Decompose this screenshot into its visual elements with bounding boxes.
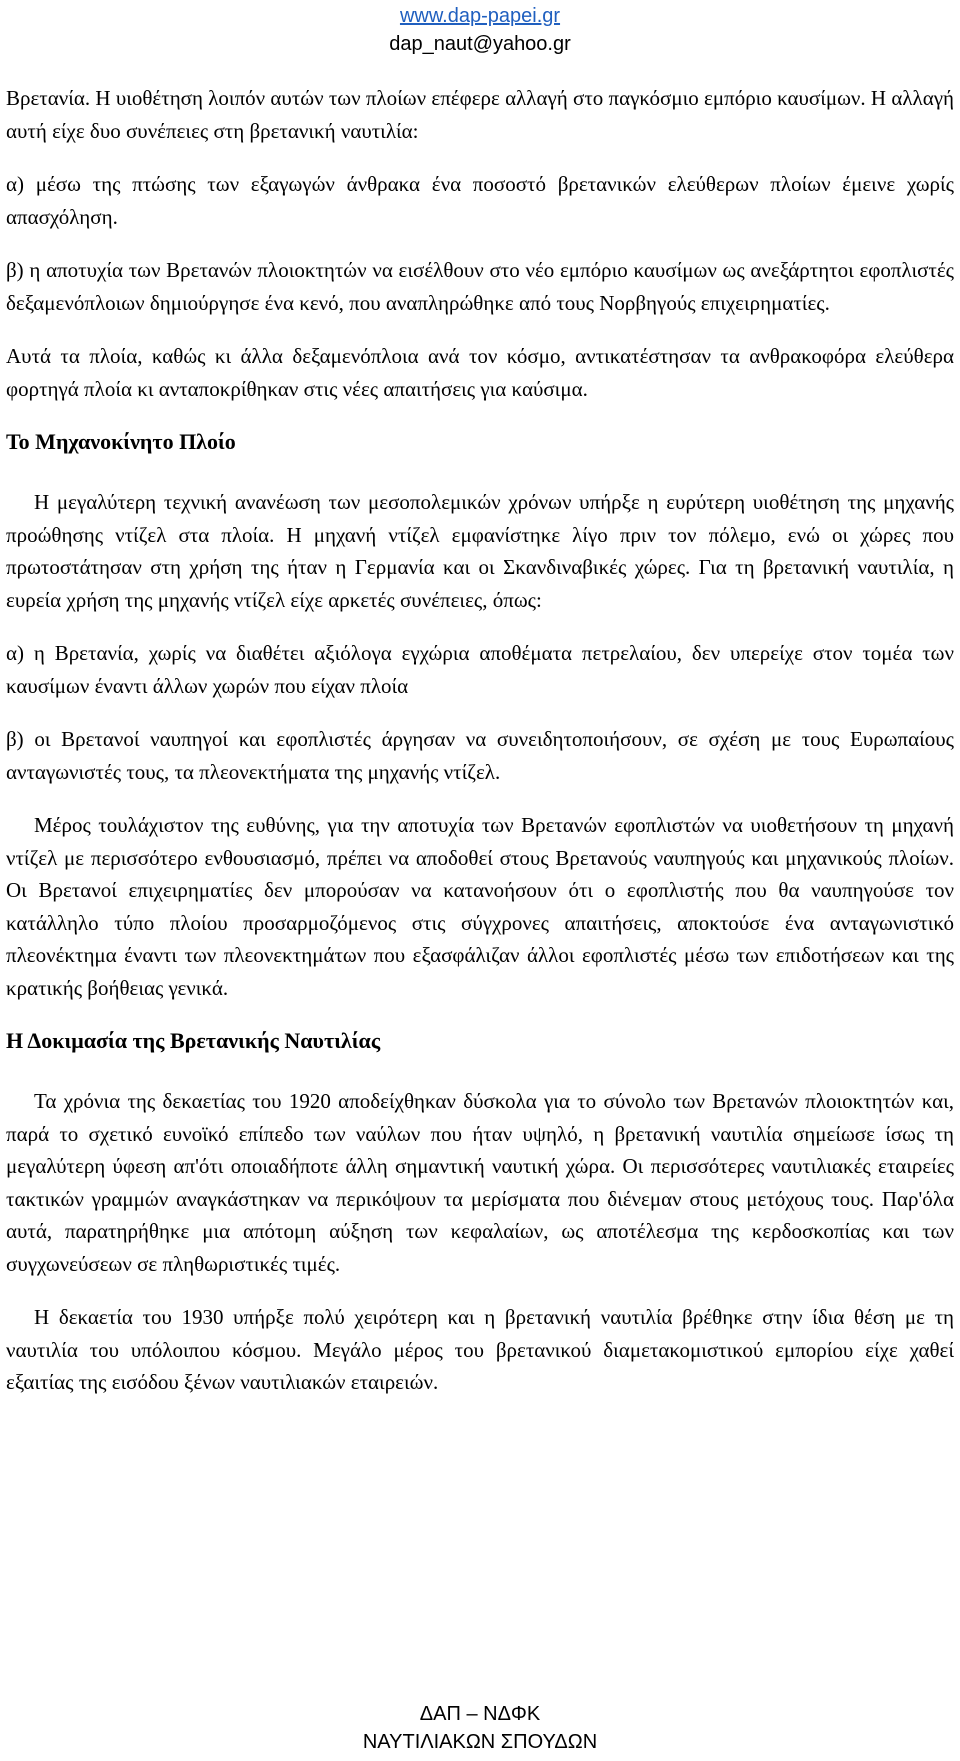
paragraph: α) η Βρετανία, χωρίς να διαθέτει αξιόλογα εγχώρια αποθέματα πετρελαίου, δεν υπερείχε στον τομέα των καυσίμων έναντι άλλων χωρών που είχαν πλοία bbox=[6, 641, 954, 698]
paragraph: Αυτά τα πλοία, καθώς κι άλλα δεξαμενόπλοια ανά τον κόσμο, αντικατέστησαν τα ανθρακοφόρα ελεύθερα φορτηγά πλοία κι ανταποκρίθηκαν στις νέες απαιτήσεις για καύσιμα. bbox=[6, 344, 954, 401]
paragraph: β) οι Βρετανοί ναυπηγοί και εφοπλιστές άργησαν να συνειδητοποιήσουν, σε σχέση με τους Ευρωπαίους ανταγωνιστές τους, τα πλεονεκτήματα της μηχανής ντίζελ. bbox=[6, 727, 954, 784]
paragraph: α) μέσω της πτώσης των εξαγωγών άνθρακα ένα ποσοστό βρετανικών ελεύθερων πλοίων έμεινε χωρίς απασχόληση. bbox=[6, 172, 954, 229]
footer-line-2: ΝΑΥΤΙΛΙΑΚΩΝ ΣΠΟΥΔΩΝ bbox=[362, 1731, 598, 1753]
document-body bbox=[6, 82, 954, 1420]
section-heading-motor-ship: Το Μηχανοκίνητο Πλοίο bbox=[6, 429, 236, 454]
website-link[interactable]: www.dap-papei.gr bbox=[399, 5, 561, 27]
paragraph: β) η αποτυχία των Βρετανών πλοιοκτητών να εισέλθουν στο νέο εμπόριο καυσίμων ως ανεξάρτητοι εφοπλιστές δεξαμενόπλοιων δημιούργησε ένα κενό, που αναπληρώθηκε από τους Νορβηγούς επιχειρηματίες. bbox=[6, 258, 954, 315]
footer-line-1: ΔΑΠ – ΝΔΦΚ bbox=[419, 1703, 541, 1725]
paragraph: Η μεγαλύτερη τεχνική ανανέωση των μεσοπολεμικών χρόνων υπήρξε η ευρύτερη υιοθέτηση της μηχανής προώθησης ντίζελ στα πλοία. Η μηχανή ντίζελ εμφανίστηκε λίγο πριν τον πόλεμο, ενώ οι χώρες που πρωτοστάτησαν στη χρήση της ήταν η Γερμανία και οι Σκανδιναβικές χώρες. Για τη βρετανική ναυτιλία, η ευρεία χρήση της μηχανής ντίζελ είχε αρκετές συνέπειες, όπως: bbox=[6, 490, 954, 612]
section-heading-british-shipping-trial: Η Δοκιμασία της Βρετανικής Ναυτιλίας bbox=[6, 1028, 381, 1053]
paragraph: Τα χρόνια της δεκαετίας του 1920 αποδείχθηκαν δύσκολα για το σύνολο των Βρετανών πλοιοκτητών και, παρά το σχετικό ευνοϊκό επίπεδο των ναύλων που ήταν υψηλό, η βρετανική ναυτιλία σημείωσε ίσως τη μεγαλύτερη ύφεση απ'ότι οποιαδήποτε άλλη σημαντική ναυτική χώρα. Οι περισσότερες ναυτιλιακές εταιρείες τακτικών γραμμών αναγκάστηκαν να περικόψουν τα μερίσματα που διένεμαν στους μετόχους τους. Παρ'όλα αυτά, παρατηρήθηκε μια απότομη αύξηση των κεφαλαίων, ως αποτέλεσμα της κερδοσκοπίας και των συγχωνεύσεων σε πληθωριστικές τιμές. bbox=[6, 1089, 954, 1276]
email-text: dap_naut@yahoo.gr bbox=[389, 33, 571, 55]
paragraph: Μέρος τουλάχιστον της ευθύνης, για την αποτυχία των Βρετανών εφοπλιστών να υιοθετήσουν τη μηχανή ντίζελ με περισσότερο ενθουσιασμό, πρέπει να αποδοθεί στους Βρετανούς ναυπηγούς και μηχανικούς πλοίων. Οι Βρετανοί επιχειρηματίες δεν μπορούσαν να κατανοήσουν ότι ο εφοπλιστής που θα ναυπηγούσε τον κατάλληλο τύπο πλοίου προσαρμοζόμενος στις σύγχρονες απαιτήσεις, αποκτούσε ένα ανταγωνιστικό πλεονέκτημα έναντι των πλεονεκτημάτων που εξασφάλιζαν άλλοι εφοπλιστές μέσω των επιδοτήσεων και της κρατικής βοήθειας γενικά. bbox=[6, 813, 954, 1000]
paragraph: Βρετανία. Η υιοθέτηση λοιπόν αυτών των πλοίων επέφερε αλλαγή στο παγκόσμιο εμπόριο καυσίμων. Η αλλαγή αυτή είχε δυο συνέπειες στη βρετανική ναυτιλία: bbox=[6, 86, 954, 143]
page-header bbox=[0, 2, 960, 58]
paragraph: Η δεκαετία του 1930 υπήρξε πολύ χειρότερη και η βρετανική ναυτιλία βρέθηκε στην ίδια θέση με τη ναυτιλία του υπόλοιπου κόσμου. Μεγάλο μέρος του βρετανικού διαμετακομιστικού εμπορίου είχε χαθεί εξαιτίας της εισόδου ξένων ναυτιλιακών εταιρειών. bbox=[6, 1305, 954, 1394]
page-footer bbox=[0, 1700, 960, 1756]
